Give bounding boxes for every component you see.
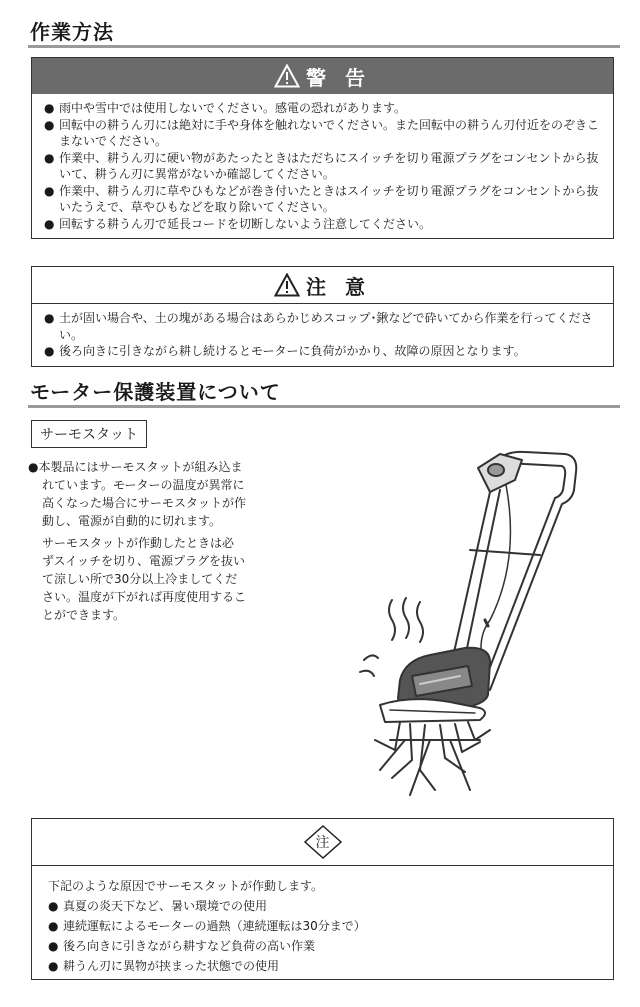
warning-header — [32, 58, 613, 94]
section-title-work-method: 作業方法 — [30, 20, 114, 44]
note-diamond-icon — [303, 824, 343, 860]
caution-list — [32, 304, 613, 366]
section-rule — [28, 405, 620, 408]
warning-heading: 警 告 — [306, 65, 371, 90]
warning-list — [32, 94, 613, 238]
caution-header — [32, 267, 613, 304]
section-rule — [28, 45, 620, 48]
thermostat-tag: サーモスタット — [31, 420, 147, 448]
section-title-motor-protection: モーター保護装置について — [30, 380, 281, 404]
list-item: ● 後ろ向きに引きながら耕すなど負荷の高い作業 — [48, 936, 597, 956]
list-item: ● 雨中や雪中では使用しないでください。感電の恐れがあります。 — [44, 100, 601, 117]
note-box — [31, 818, 614, 980]
list-item: ● 土が固い場合や、土の塊がある場合はあらかじめスコップ･鍬などで砕いてから作業を行ってください。 — [44, 310, 601, 343]
thermostat-para-1: ●本製品にはサーモスタットが組み込まれています。モーターの温度が異常に高くなった場合にサーモスタットが作動し、電源が自動的に切れます。 — [28, 460, 247, 528]
warning-triangle-icon — [274, 64, 300, 88]
note-list — [48, 896, 597, 976]
list-item: ● 連続運転によるモーターの過熱（連続運転は30分まで） — [48, 916, 597, 936]
caution-box — [31, 266, 614, 367]
list-item: ● 作業中、耕うん刃に硬い物があたったときはただちにスイッチを切り電源プラグをコンセントから抜いて、耕うん刃に異常がないか確認してください。 — [44, 150, 601, 183]
thermostat-para-2: サーモスタットが作動したときは必ずスイッチを切り、電源プラグを抜いて涼しい所で30分以上冷ましてください。温度が下がれば再度使用することができます。 — [42, 536, 247, 622]
thermostat-text — [28, 458, 246, 624]
caution-triangle-icon — [274, 273, 300, 297]
caution-heading: 注 意 — [306, 274, 371, 299]
note-intro: 下記のような原因でサーモスタットが作動します。 — [48, 879, 324, 893]
list-item: ● 真夏の炎天下など、暑い環境での使用 — [48, 896, 597, 916]
note-symbol: 注 — [315, 835, 330, 851]
list-item: ● 後ろ向きに引きながら耕し続けるとモーターに負荷がかかり、故障の原因となります。 — [44, 343, 601, 360]
note-body — [32, 866, 613, 986]
thermostat-para-1-text: 本製品にはサーモスタットが組み込まれています。モーターの温度が異常に高くなった場合にサーモスタットが作動し、電源が自動的に切れます。 — [38, 460, 247, 528]
list-item: ● 回転する耕うん刃で延長コードを切断しないよう注意してください。 — [44, 216, 601, 233]
list-item: ● 回転中の耕うん刃には絶対に手や身体を触れないでください。また回転中の耕うん刃付近をのぞきこまないでください。 — [44, 117, 601, 150]
list-item: ● 耕うん刃に異物が挟まった状態での使用 — [48, 956, 597, 976]
tiller-illustration — [350, 440, 590, 810]
list-item: ● 作業中、耕うん刃に草やひもなどが巻き付いたときはスイッチを切り電源プラグをコンセントから抜いたうえで、草やひもなどを取り除いてください。 — [44, 183, 601, 216]
warning-box — [31, 57, 614, 239]
note-header — [32, 819, 613, 866]
